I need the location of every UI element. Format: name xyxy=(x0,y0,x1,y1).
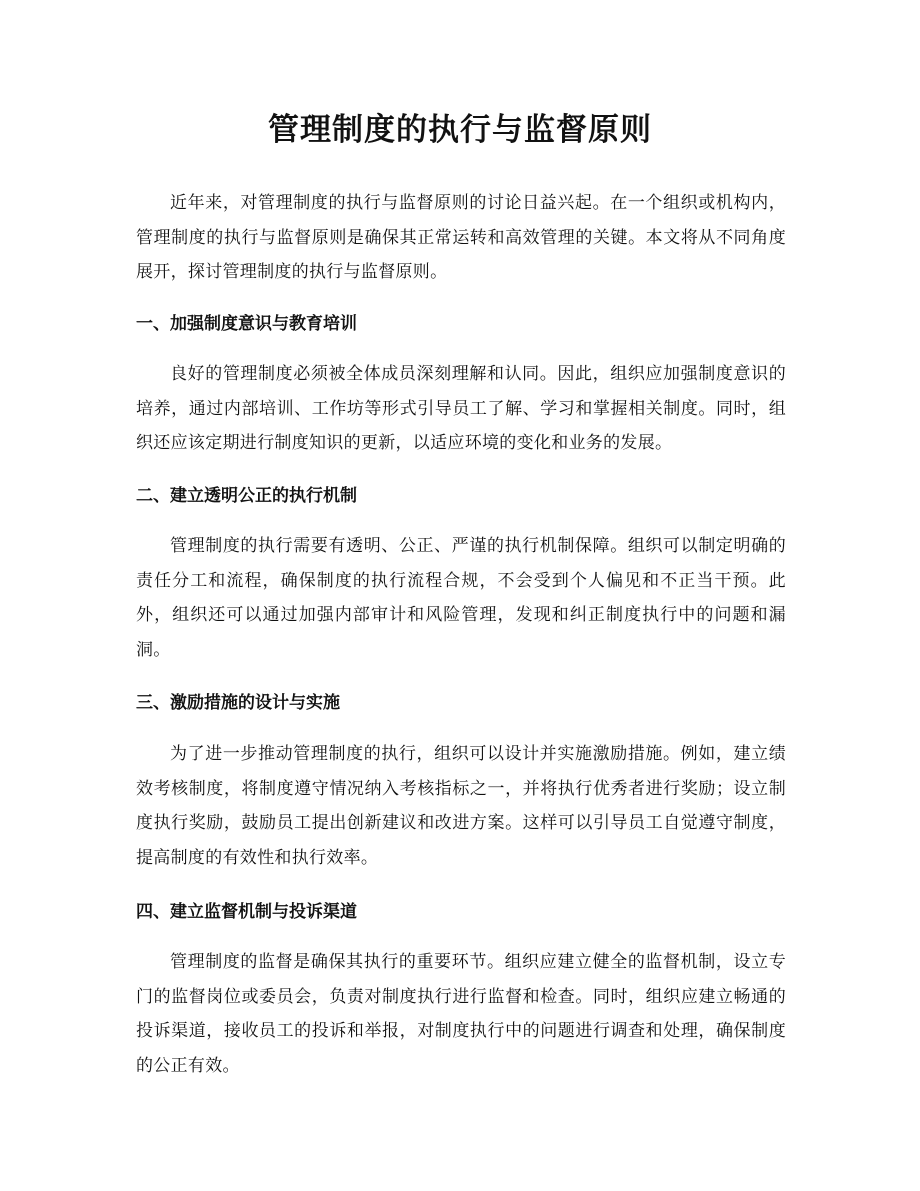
page-title: 管理制度的执行与监督原则 xyxy=(268,112,652,148)
section-body-3: 为了进一步推动管理制度的执行，组织可以设计并实施激励措施。例如，建立绩效考核制度，将制度遵守情况纳入考核指标之一，并将执行优秀者进行奖励；设立制度执行奖励，鼓励员工提出创新建议和改进方案。这样可以引导员工自觉遵守制度，提高制度的有效性和执行效率。 xyxy=(136,744,786,868)
section-heading-1: 一、加强制度意识与教育培训 xyxy=(136,314,357,334)
intro-paragraph: 近年来，对管理制度的执行与监督原则的讨论日益兴起。在一个组织或机构内，管理制度的执行与监督原则是确保其正常运转和高效管理的关键。本文将从不同角度展开，探讨管理制度的执行与监督原则。 xyxy=(136,193,786,282)
section-heading-4: 四、建立监督机制与投诉渠道 xyxy=(136,902,357,922)
section-body-2: 管理制度的执行需要有透明、公正、严谨的执行机制保障。组织可以制定明确的责任分工和流程，确保制度的执行流程合规，不会受到个人偏见和不正当干预。此外，组织还可以通过加强内部审计和风险管理，发现和纠正制度执行中的问题和漏洞。 xyxy=(136,536,786,660)
section-heading-3: 三、激励措施的设计与实施 xyxy=(136,693,340,713)
section-heading-2: 二、建立透明公正的执行机制 xyxy=(136,486,357,506)
section-body-1: 良好的管理制度必须被全体成员深刻理解和认同。因此，组织应加强制度意识的培养，通过内部培训、工作坊等形式引导员工了解、学习和掌握相关制度。同时，组织还应该定期进行制度知识的更新，以适应环境的变化和业务的发展。 xyxy=(136,364,786,453)
section-body-4: 管理制度的监督是确保其执行的重要环节。组织应建立健全的监督机制，设立专门的监督岗位或委员会，负责对制度执行进行监督和检查。同时，组织应建立畅通的投诉渠道，接收员工的投诉和举报，对制度执行中的问题进行调查和处理，确保制度的公正有效。 xyxy=(136,952,786,1076)
